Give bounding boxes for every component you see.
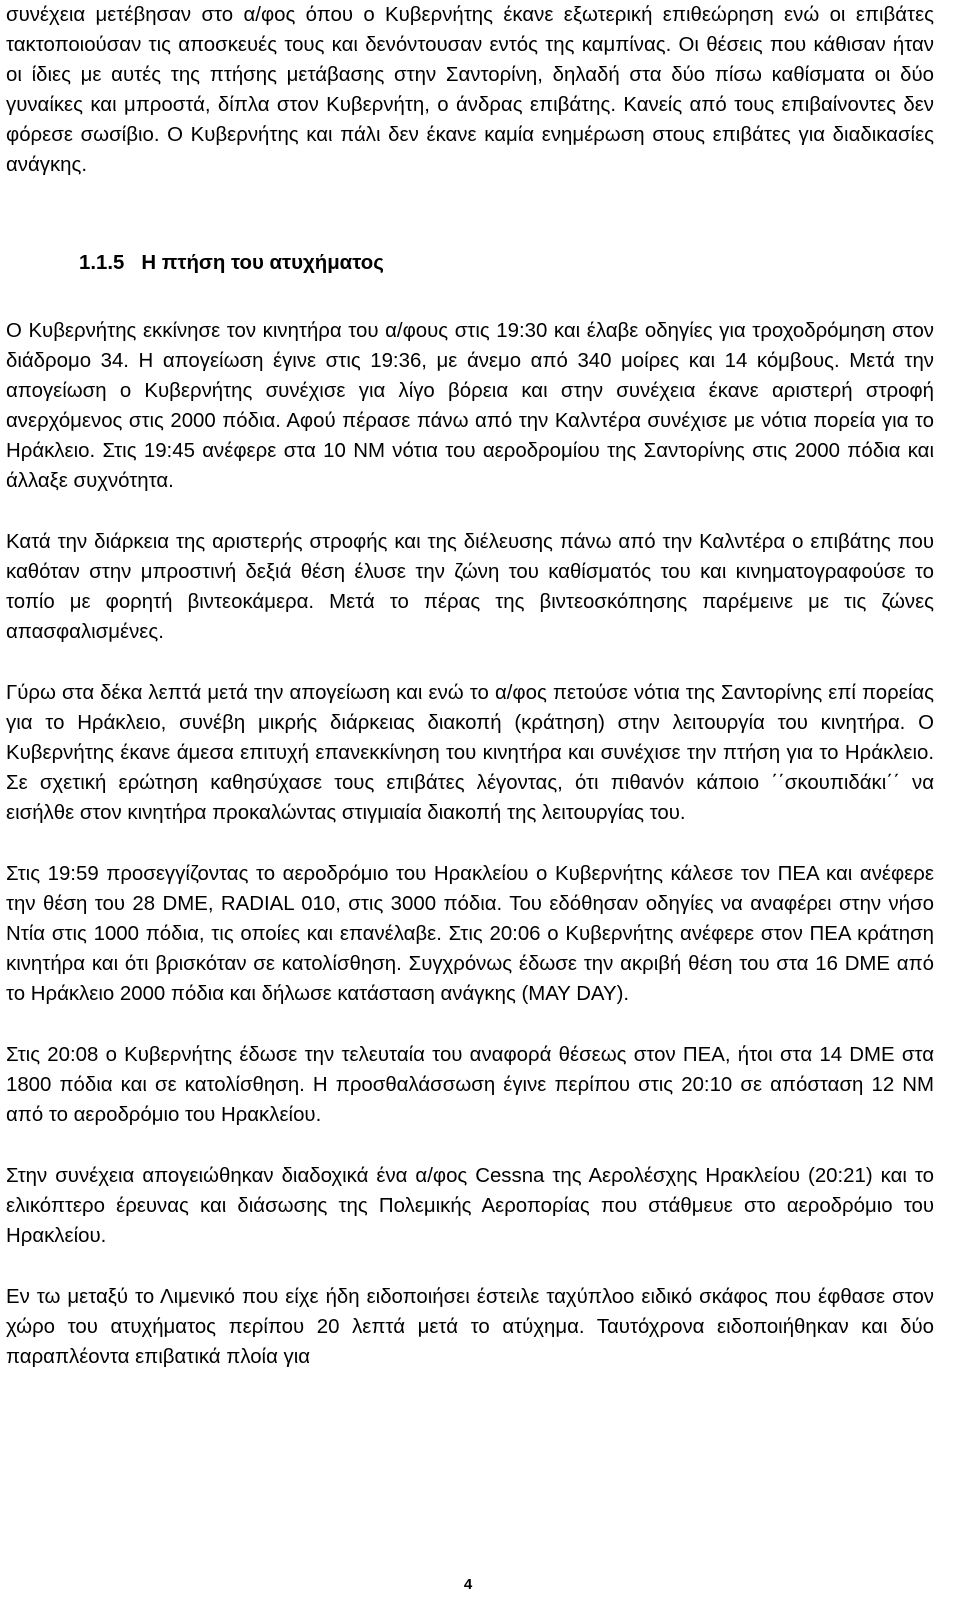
paragraph-engine-interruption: Γύρω στα δέκα λεπτά μετά την απογείωση και ενώ το α/φος πετούσε νότια της Σαντορίνης επί πορείας για το Ηράκλειο, συνέβη μικρής διάρκειας διακοπή (κράτηση) στην λειτουργία του κινητήρα. Ο Κυβερνήτης έκανε άμεσα επιτυχή επανεκκίνηση του κινητήρα και συνέχισε την πτήση για το Ηράκλειο. Σε σχετική ερώτηση καθησύχασε τους επιβάτες λέγοντας, ότι πιθανόν κάποιο ΄΄σκουπιδάκι΄΄ να εισήλθε στον κινητήρα προκαλώντας στιγμιαία διακοπή της λειτουργίας του. bbox=[6, 682, 934, 824]
paragraph-boarding: συνέχεια μετέβησαν στο α/φος όπου ο Κυβερνήτης έκανε εξωτερική επιθεώρηση ενώ οι επιβάτες τακτοποιούσαν τις αποσκευές τους και δενόντουσαν εντός της καμπίνας. Οι θέσεις που κάθισαν ήταν οι ίδιες με αυτές της πτήσης μετάβασης στην Σαντορίνη, δηλαδή στα δύο πίσω καθίσματα οι δύο γυναίκες και μπροστά, δίπλα στον Κυβερνήτη, ο άνδρας επιβάτης. Κανείς από τους επιβαίνοντες δεν φόρεσε σωσίβιο. Ο Κυβερνήτης και πάλι δεν έκανε καμία ενημέρωση στους επιβάτες για διαδικασίες ανάγκης. bbox=[6, 4, 934, 176]
paragraph-ditching: Στις 20:08 ο Κυβερνήτης έδωσε την τελευταία του αναφορά θέσεως στον ΠΕΑ, ήτοι στα 14 DME στα 1800 πόδια και σε κατολίσθηση. Η προσθαλάσσωση έγινε περίπου στις 20:10 σε απόσταση 12 ΝΜ από το αεροδρόμιο του Ηρακλείου. bbox=[6, 1044, 934, 1126]
document-body bbox=[6, 0, 934, 1372]
paragraph-approach-mayday: Στις 19:59 προσεγγίζοντας το αεροδρόμιο του Ηρακλείου ο Κυβερνήτης κάλεσε τον ΠΕΑ και ανέφερε την θέση του 28 DME, RADIAL 010, στις 3000 πόδια. Του εδόθησαν οδηγίες να αναφέρει στην νήσο Ντία στις 1000 πόδια, τις οποίες και επανέλαβε. Στις 20:06 ο Κυβερνήτης ανέφερε στον ΠΕΑ κράτηση κινητήρα και ότι βρισκόταν σε κατολίσθηση. Συγχρόνως έδωσε την ακριβή θέση του στα 16 DME από το Ηράκλειο 2000 πόδια και δήλωσε κατάσταση ανάγκης (MAY DAY). bbox=[6, 863, 934, 1005]
paragraph-search-aircraft: Στην συνέχεια απογειώθηκαν διαδοχικά ένα α/φος Cessna της Αερολέσχης Ηρακλείου (20:21) και το ελικόπτερο έρευνας και διάσωσης της Πολεμικής Αεροπορίας που στάθμευε στο αεροδρόμιο του Ηρακλείου. bbox=[6, 1165, 934, 1247]
paragraph-coast-guard: Εν τω μεταξύ το Λιμενικό που είχε ήδη ειδοποιήσει έστειλε ταχύπλοο ειδικό σκάφος που έφθασε στον χώρο του ατυχήματος περίπου 20 λεπτά μετά το ατύχημα. Ταυτόχρονα ειδοποιήθηκαν και δύο παραπλέοντα επιβατικά πλοία για bbox=[6, 1286, 934, 1368]
section-heading: 1.1.5 Η πτήση του ατυχήματος bbox=[79, 252, 384, 274]
page-number: 4 bbox=[463, 1576, 473, 1593]
paragraph-takeoff: Ο Κυβερνήτης εκκίνησε τον κινητήρα του α/φους στις 19:30 και έλαβε οδηγίες για τροχοδρόμηση στον διάδρομο 34. Η απογείωση έγινε στις 19:36, με άνεμο από 340 μοίρες και 14 κόμβους. Μετά την απογείωση ο Κυβερνήτης συνέχισε για λίγο βόρεια και στην συνέχεια έκανε αριστερή στροφή ανερχόμενος στις 2000 πόδια. Αφού πέρασε πάνω από την Καλντέρα συνέχισε με νότια πορεία για το Ηράκλειο. Στις 19:45 ανέφερε στα 10 ΝΜ νότια του αεροδρομίου της Σαντορίνης στις 2000 πόδια και άλλαξε συχνότητα. bbox=[6, 320, 934, 492]
paragraph-seatbelt: Κατά την διάρκεια της αριστερής στροφής και της διέλευσης πάνω από την Καλντέρα ο επιβάτης που καθόταν στην μπροστινή δεξιά θέση έλυσε την ζώνη του καθίσματός του και κινηματογραφούσε το τοπίο με φορητή βιντεοκάμερα. Μετά το πέρας της βιντεοσκόπησης παρέμεινε με τις ζώνες απασφαλισμένες. bbox=[6, 531, 934, 643]
